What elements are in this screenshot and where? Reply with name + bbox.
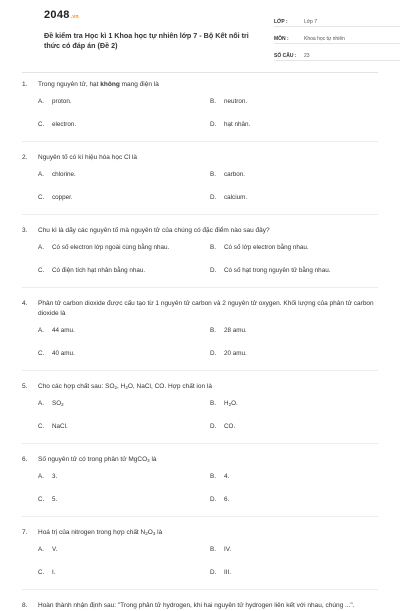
info-panel bbox=[274, 14, 400, 65]
info-value: Lớp 7 bbox=[304, 19, 318, 25]
option-letter: A. bbox=[38, 473, 44, 480]
option-text: Có số hạt trong nguyên tử bằng nhau. bbox=[224, 267, 331, 274]
question-stem bbox=[22, 382, 378, 392]
option-a[interactable] bbox=[38, 473, 210, 481]
option-text: V. bbox=[52, 546, 58, 553]
question-list bbox=[22, 80, 378, 611]
option-letter: C. bbox=[38, 350, 45, 357]
option-grid bbox=[22, 400, 378, 431]
question-divider bbox=[22, 516, 378, 517]
question-8 bbox=[22, 601, 378, 611]
question-7 bbox=[22, 528, 378, 577]
subscript: 2 bbox=[228, 402, 232, 407]
option-text: Có số electron lớp ngoài cùng bằng nhau. bbox=[52, 244, 170, 251]
option-letter: D. bbox=[210, 121, 217, 128]
logo-suffix: .vn bbox=[70, 14, 79, 20]
option-text-part: H bbox=[224, 400, 229, 407]
question-number: 4. bbox=[22, 300, 28, 307]
question-text-part: là bbox=[155, 529, 163, 536]
option-text: electron. bbox=[52, 121, 77, 128]
info-row-subject bbox=[274, 31, 400, 44]
option-grid bbox=[22, 473, 378, 504]
option-text: IV. bbox=[224, 546, 232, 553]
option-a[interactable] bbox=[38, 546, 210, 554]
info-key: MÔN : bbox=[274, 36, 289, 42]
option-text: Có số lớp electron bằng nhau. bbox=[224, 244, 309, 251]
option-c[interactable] bbox=[38, 423, 210, 431]
header-divider bbox=[22, 72, 378, 73]
question-text-emphasis: không bbox=[100, 81, 120, 88]
option-letter: A. bbox=[38, 244, 44, 251]
option-text-part: O. bbox=[231, 400, 238, 407]
question-stem bbox=[22, 299, 378, 319]
subscript: 2 bbox=[61, 402, 64, 407]
option-text: 28 amu. bbox=[224, 327, 247, 334]
option-letter: B. bbox=[210, 244, 216, 251]
question-text: Hoàn thành nhận định sau: "Trong phân tử hydrogen, khi hai nguyên tử hydrogen liên kết với nhau, chúng ...". bbox=[38, 602, 355, 609]
document-header bbox=[22, 0, 378, 72]
info-row-count bbox=[274, 48, 400, 61]
question-text: Nguyên tố có kí hiệu hóa học Cl là bbox=[38, 154, 138, 161]
info-key: LỚP : bbox=[274, 19, 288, 25]
question-number: 1. bbox=[22, 81, 28, 88]
question-divider bbox=[22, 287, 378, 288]
option-letter: D. bbox=[210, 423, 217, 430]
option-letter: D. bbox=[210, 194, 217, 201]
document-title: Đề kiểm tra Học kì 1 Khoa học tự nhiên lớp 7 - Bộ Kết nối tri thức có đáp án (Đề 2) bbox=[44, 31, 249, 50]
option-d[interactable] bbox=[210, 194, 378, 202]
question-3 bbox=[22, 226, 378, 275]
question-stem bbox=[22, 601, 378, 611]
question-text-part: mang điện là bbox=[119, 81, 159, 88]
option-text: calcium. bbox=[224, 194, 248, 201]
option-letter: C. bbox=[38, 423, 45, 430]
option-a[interactable] bbox=[38, 400, 210, 408]
question-number: 2. bbox=[22, 154, 28, 161]
question-text-part: O, NaCl, CO. Hợp chất ion là bbox=[127, 383, 212, 390]
question-divider bbox=[22, 141, 378, 142]
question-divider bbox=[22, 589, 378, 590]
info-row-class bbox=[274, 14, 400, 27]
question-number: 6. bbox=[22, 456, 28, 463]
option-text: Có điện tích hạt nhân bằng nhau. bbox=[52, 267, 146, 274]
option-text: carbon. bbox=[224, 171, 246, 178]
option-text bbox=[224, 400, 238, 408]
question-text-part: , H bbox=[117, 383, 126, 390]
option-text: CO. bbox=[224, 423, 236, 430]
option-letter: C. bbox=[38, 121, 45, 128]
option-b[interactable] bbox=[210, 546, 378, 554]
option-letter: A. bbox=[38, 546, 44, 553]
option-text: copper. bbox=[52, 194, 73, 201]
question-text: Chu kì là dãy các nguyên tố mà nguyên tử của chúng có đặc điểm nào sau đây? bbox=[38, 227, 270, 234]
option-letter: B. bbox=[210, 473, 216, 480]
option-b[interactable] bbox=[210, 400, 378, 408]
question-divider bbox=[22, 370, 378, 371]
info-value: 23 bbox=[304, 53, 310, 59]
option-text: neutron. bbox=[224, 98, 248, 105]
option-text: hạt nhân. bbox=[224, 121, 251, 128]
option-letter: D. bbox=[210, 267, 217, 274]
option-letter: A. bbox=[38, 327, 44, 334]
option-d[interactable] bbox=[210, 423, 378, 431]
option-letter: C. bbox=[38, 496, 45, 503]
option-text: 4. bbox=[224, 473, 230, 480]
question-stem bbox=[22, 153, 378, 163]
option-text: 6. bbox=[224, 496, 230, 503]
option-a[interactable] bbox=[38, 171, 210, 179]
option-letter: B. bbox=[210, 98, 216, 105]
option-letter: C. bbox=[38, 194, 45, 201]
question-stem bbox=[22, 226, 378, 236]
subscript: 2 bbox=[125, 385, 128, 390]
option-letter: D. bbox=[210, 350, 217, 357]
logo-text: 2048 bbox=[44, 9, 70, 21]
option-b[interactable] bbox=[210, 171, 378, 179]
subscript: 3 bbox=[147, 458, 150, 463]
question-stem bbox=[22, 455, 378, 465]
option-d[interactable] bbox=[210, 267, 378, 275]
subscript: 3 bbox=[152, 531, 156, 536]
option-text-part: SO bbox=[52, 400, 62, 407]
option-d[interactable] bbox=[210, 350, 378, 358]
question-2 bbox=[22, 153, 378, 202]
subscript: 2 bbox=[145, 531, 148, 536]
option-c[interactable] bbox=[38, 350, 210, 358]
question-text bbox=[38, 455, 378, 465]
option-b[interactable] bbox=[210, 473, 378, 481]
option-grid bbox=[22, 244, 378, 275]
option-letter: A. bbox=[38, 98, 44, 105]
option-letter: A. bbox=[38, 171, 44, 178]
question-5 bbox=[22, 382, 378, 431]
option-letter: B. bbox=[210, 171, 216, 178]
option-text: chlorine. bbox=[52, 171, 76, 178]
option-a[interactable] bbox=[38, 98, 210, 106]
option-letter: D. bbox=[210, 496, 217, 503]
option-letter: C. bbox=[38, 569, 45, 576]
info-key: SỐ CÂU : bbox=[274, 53, 297, 59]
question-text bbox=[38, 382, 378, 392]
option-grid bbox=[22, 98, 378, 129]
option-text: 5. bbox=[52, 496, 58, 503]
option-letter: B. bbox=[210, 546, 216, 553]
question-text bbox=[38, 528, 378, 538]
question-divider bbox=[22, 214, 378, 215]
option-text: 3. bbox=[52, 473, 58, 480]
option-grid bbox=[22, 327, 378, 358]
option-c[interactable] bbox=[38, 267, 210, 275]
question-text: Phân tử carbon dioxide được cấu tạo từ 1 nguyên tử carbon và 2 nguyên tử oxygen. Khối lượng của phân tử carbon dioxide là bbox=[38, 300, 374, 317]
option-letter: B. bbox=[210, 400, 216, 407]
question-text-part: Hoá trị của nitrogen trong hợp chất N bbox=[38, 529, 146, 536]
option-text: 20 amu. bbox=[224, 350, 247, 357]
option-text: I. bbox=[52, 569, 56, 576]
question-text-part: là bbox=[149, 456, 157, 463]
question-text bbox=[38, 80, 378, 90]
option-text: proton. bbox=[52, 98, 72, 105]
question-divider bbox=[22, 443, 378, 444]
question-number: 5. bbox=[22, 383, 28, 390]
option-text: NaCl. bbox=[52, 423, 68, 430]
option-c[interactable] bbox=[38, 194, 210, 202]
option-c[interactable] bbox=[38, 121, 210, 129]
question-4 bbox=[22, 299, 378, 358]
option-text: III. bbox=[224, 569, 231, 576]
option-letter: D. bbox=[210, 569, 217, 576]
info-value: Khoa học tự nhiên bbox=[304, 36, 345, 42]
option-b[interactable] bbox=[210, 244, 378, 252]
option-a[interactable] bbox=[38, 327, 210, 335]
subscript: 2 bbox=[114, 385, 118, 390]
question-text-part: Cho các hợp chất sau: SO bbox=[38, 383, 115, 390]
question-number: 8. bbox=[22, 602, 28, 609]
question-number: 3. bbox=[22, 227, 28, 234]
question-text-part: Trong nguyên tử, hạt bbox=[38, 81, 101, 88]
option-d[interactable] bbox=[210, 569, 378, 577]
question-text-part: Số nguyên tử có trong phân tử MgCO bbox=[38, 456, 148, 463]
option-grid bbox=[22, 546, 378, 577]
option-text: 44 amu. bbox=[52, 327, 75, 334]
question-text-part: O bbox=[147, 529, 153, 536]
option-letter: A. bbox=[38, 400, 44, 407]
question-1 bbox=[22, 80, 378, 129]
option-text: 40 amu. bbox=[52, 350, 75, 357]
question-stem bbox=[22, 80, 378, 90]
option-d[interactable] bbox=[210, 496, 378, 504]
option-grid bbox=[22, 171, 378, 202]
question-6 bbox=[22, 455, 378, 504]
option-letter: C. bbox=[38, 267, 45, 274]
option-c[interactable] bbox=[38, 569, 210, 577]
option-b[interactable] bbox=[210, 98, 378, 106]
option-c[interactable] bbox=[38, 496, 210, 504]
option-d[interactable] bbox=[210, 121, 378, 129]
question-number: 7. bbox=[22, 529, 28, 536]
option-a[interactable] bbox=[38, 244, 210, 252]
option-letter: B. bbox=[210, 327, 216, 334]
option-text bbox=[52, 400, 64, 408]
question-stem bbox=[22, 528, 378, 538]
option-b[interactable] bbox=[210, 327, 378, 335]
site-logo[interactable] bbox=[44, 9, 79, 21]
